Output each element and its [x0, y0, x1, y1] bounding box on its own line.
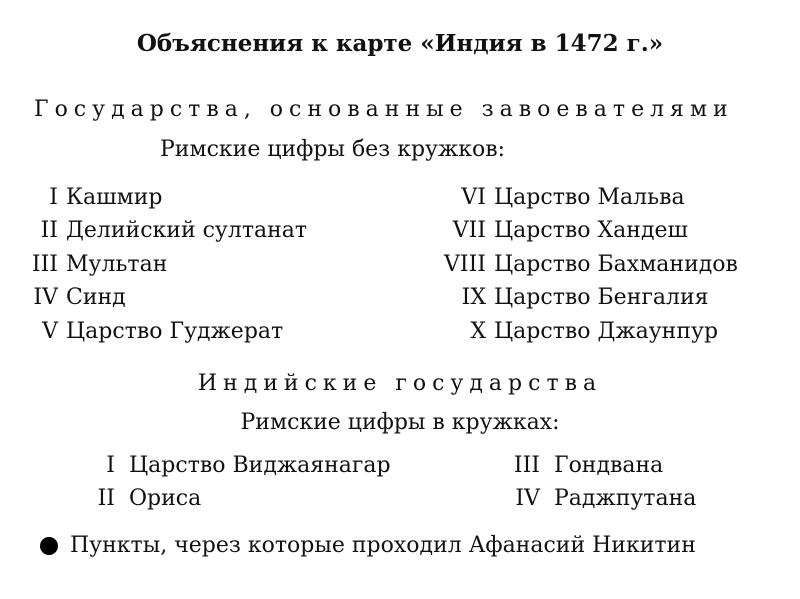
state-name: Делийский султанат — [66, 218, 308, 244]
state-name: Царство Гуджерат — [66, 318, 284, 344]
filled-circle-icon — [40, 537, 58, 555]
state-name: Царство Мальва — [494, 185, 685, 210]
list-item — [400, 214, 738, 247]
list-item — [60, 482, 391, 515]
section-subheading-indian: Римские цифры в кружках: — [240, 410, 560, 435]
state-name: Царство Джаунпур — [494, 318, 719, 344]
state-name: Царство Виджаянагар — [129, 453, 391, 478]
section-heading-indian: Индийские государства — [197, 371, 603, 396]
state-name: Ориса — [129, 486, 202, 512]
roman-numeral: IV — [515, 486, 540, 512]
indian-list-right — [500, 449, 696, 516]
state-name: Царство Хандеш — [494, 218, 688, 244]
indian-list-left — [60, 449, 391, 516]
roman-numeral: X — [470, 318, 486, 344]
list-item — [400, 181, 738, 214]
list-item — [10, 315, 307, 348]
roman-numeral: VII — [452, 218, 486, 244]
roman-numeral: III — [31, 251, 58, 277]
list-item — [10, 214, 307, 247]
section-subheading-conquerors: Римские цифры без кружков: — [160, 137, 506, 162]
roman-numeral: IX — [461, 285, 486, 311]
list-item — [500, 449, 696, 482]
list-item — [10, 181, 307, 214]
roman-numeral: III — [513, 453, 540, 478]
state-name: Царство Бенгалия — [494, 285, 709, 311]
section-heading-conquerors: Государства, основанные завоевателями — [34, 97, 734, 122]
list-item — [400, 248, 738, 281]
conquerors-list-right — [400, 181, 738, 348]
conquerors-list-left — [10, 181, 307, 348]
list-item — [60, 449, 391, 482]
list-item — [10, 281, 307, 314]
roman-numeral: V — [42, 318, 58, 344]
roman-numeral: I — [49, 185, 58, 210]
roman-numeral: II — [97, 486, 115, 512]
state-name: Царство Бахманидов — [494, 251, 738, 277]
roman-numeral: IV — [33, 285, 58, 311]
state-name: Кашмир — [66, 185, 163, 210]
state-name: Гондвана — [554, 453, 664, 478]
list-item — [10, 248, 307, 281]
roman-numeral: I — [106, 453, 115, 478]
state-name: Синд — [66, 285, 126, 311]
legend — [40, 533, 696, 558]
legend-text: Пункты, через которые проходил Афанасий Никитин — [70, 533, 696, 558]
roman-numeral: II — [40, 218, 58, 244]
state-name: Мультан — [66, 251, 168, 277]
list-item — [500, 482, 696, 515]
list-item — [400, 315, 738, 348]
roman-numeral: VI — [461, 185, 486, 210]
page-title: Объяснения к карте «Индия в 1472 г.» — [136, 30, 664, 57]
list-item — [400, 281, 738, 314]
roman-numeral: VIII — [444, 251, 486, 277]
state-name: Раджпутана — [554, 486, 697, 512]
